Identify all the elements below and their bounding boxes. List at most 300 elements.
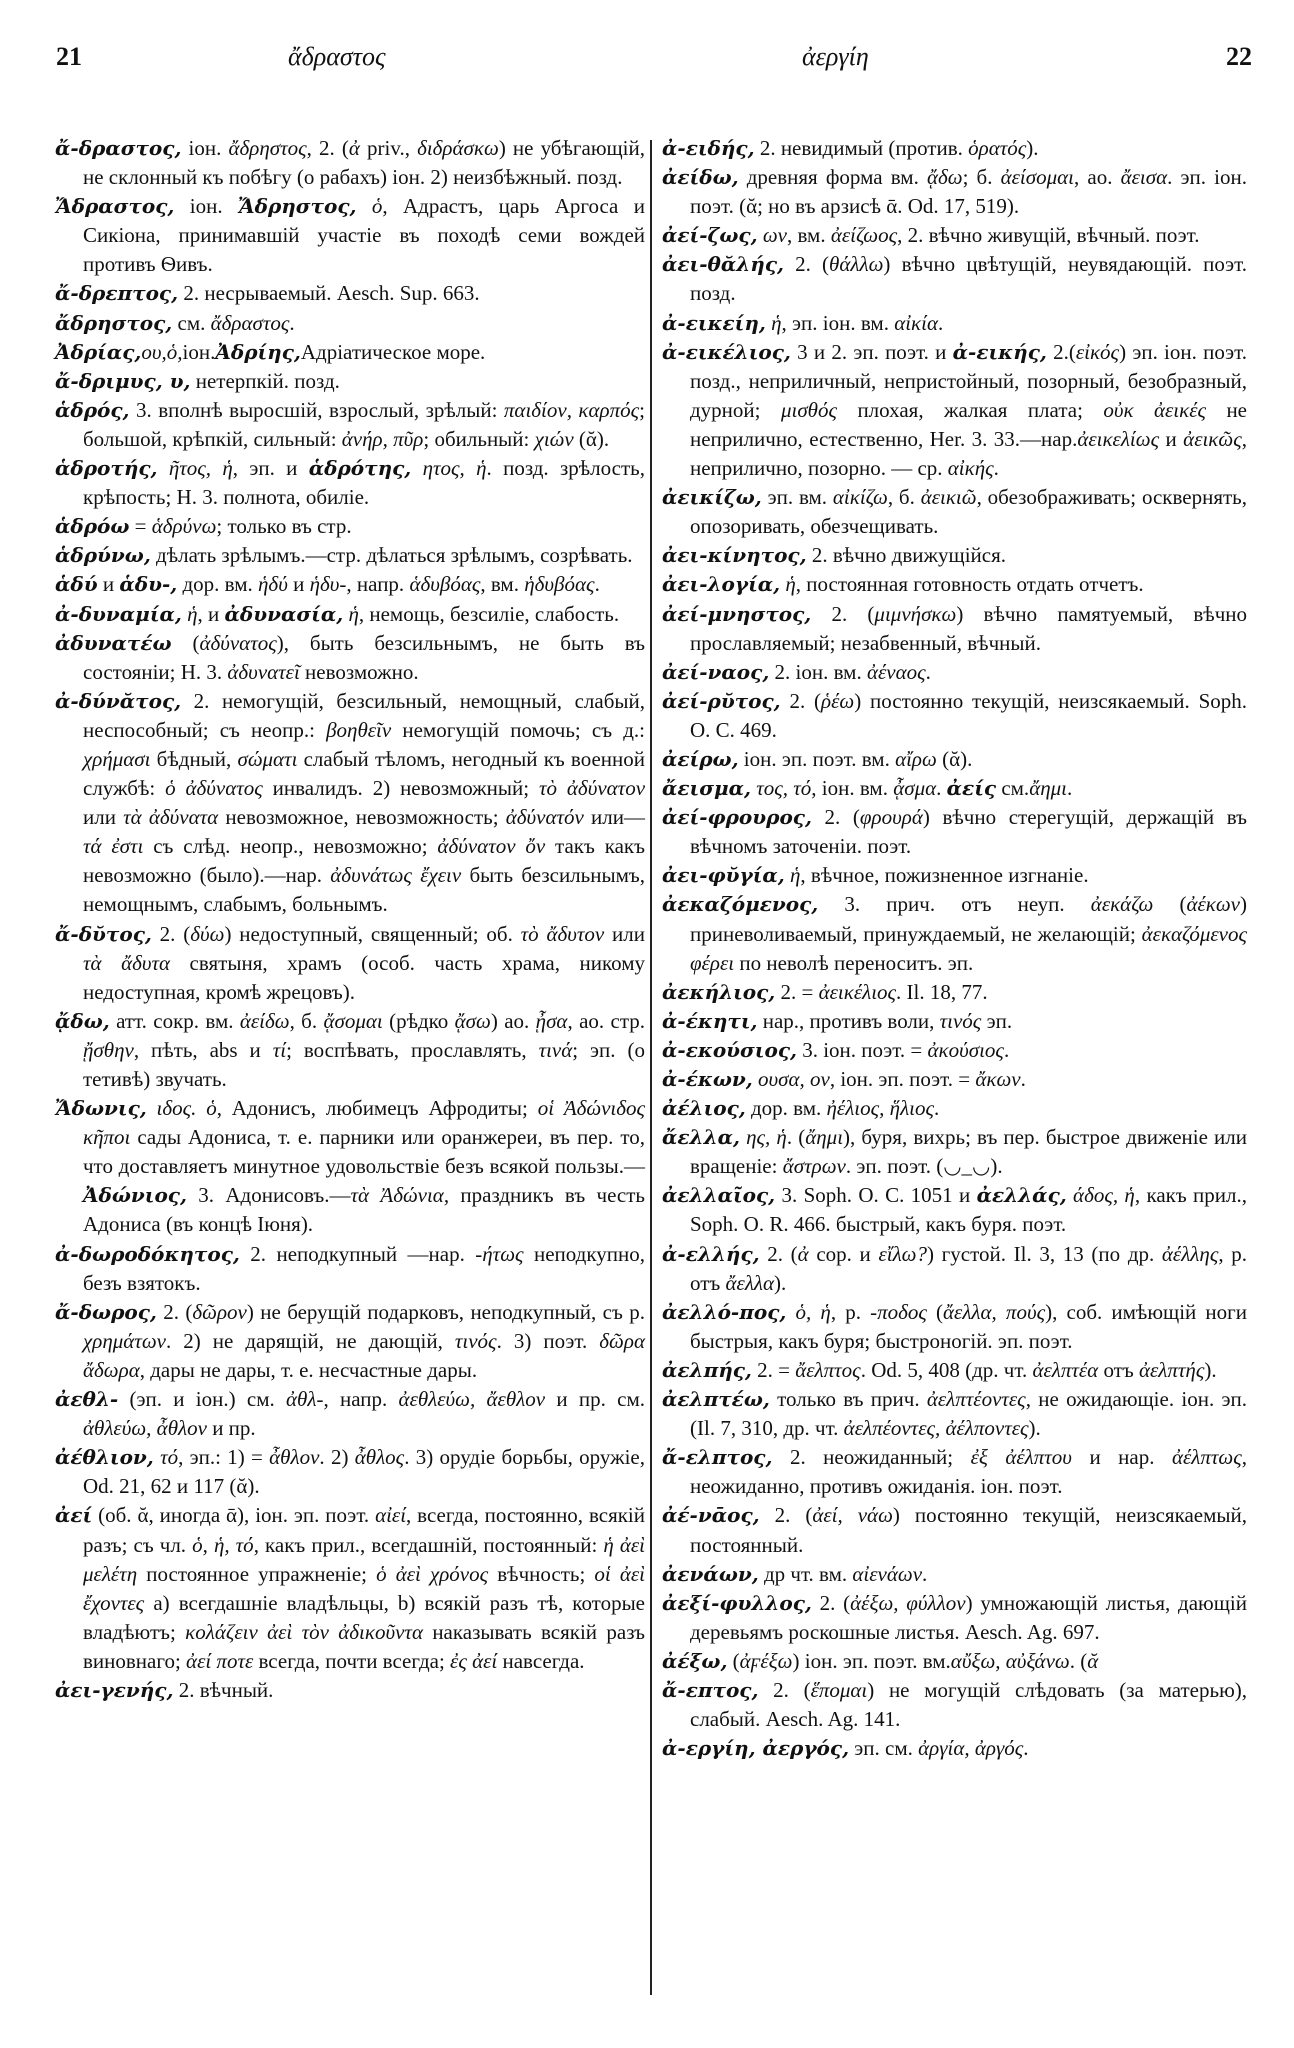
definition-text: 2. вѣчно движущійся. bbox=[806, 543, 1007, 568]
definition-text: 2. неожиданный; bbox=[772, 1445, 971, 1470]
definition-text: , эп.: 1) = bbox=[178, 1445, 270, 1470]
greek-term: ᾄδω bbox=[926, 165, 963, 190]
greek-term: ἀείζωος bbox=[830, 223, 898, 248]
definition-text: , ао. bbox=[1074, 165, 1121, 190]
headword: ἀ-εικέλιος, bbox=[662, 339, 791, 364]
greek-term: κολάζειν ἀεὶ τὸν ἀδικοῦντα bbox=[185, 1619, 423, 1644]
definition-text: и bbox=[287, 572, 310, 597]
headword: ἄ-δραστος, bbox=[55, 136, 182, 160]
greek-term: ἄδρηστος bbox=[228, 136, 307, 160]
definition-text: нар., противъ воли, bbox=[757, 1008, 940, 1033]
definition-text: отъ bbox=[1098, 1357, 1139, 1382]
definition-text: только въ прич. bbox=[769, 1387, 927, 1412]
dictionary-entry bbox=[55, 1298, 645, 1385]
definition-text: іон. bbox=[182, 339, 216, 364]
headword: ἀ-έκητι, bbox=[662, 1008, 758, 1033]
greek-term: τό bbox=[153, 1445, 179, 1470]
definition-text: . Il. 18, 77. bbox=[896, 979, 988, 1004]
greek-term: ἀ bbox=[348, 136, 360, 160]
dictionary-entry bbox=[662, 1589, 1247, 1647]
dictionary-entry bbox=[662, 803, 1247, 861]
definition-text: бѣдный, bbox=[150, 746, 238, 771]
definition-text: др чт. вм. bbox=[758, 1561, 853, 1586]
definition-text: (ᾰ). bbox=[573, 426, 610, 451]
greek-term: τά ἐστι bbox=[83, 834, 144, 859]
greek-term: ἡ bbox=[780, 572, 796, 597]
dictionary-entry bbox=[55, 134, 645, 192]
dictionary-entry bbox=[55, 454, 645, 512]
definition-text: , немощь, безсиліе, слабость. bbox=[358, 601, 620, 626]
dictionary-entry bbox=[662, 221, 1247, 250]
headword: ἀείς bbox=[946, 776, 997, 801]
greek-term: ᾰ bbox=[1087, 1648, 1099, 1673]
greek-term: βοηθεῖν bbox=[326, 717, 392, 742]
definition-text: . 3) поэт. bbox=[496, 1328, 600, 1353]
headword: ἀ-έκων, bbox=[662, 1067, 753, 1091]
definition-text: всегда, почти всегда; bbox=[253, 1648, 451, 1673]
headword: ἁδύ bbox=[55, 572, 98, 597]
definition-text: ; только въ стр. bbox=[216, 514, 352, 539]
definition-text: или— bbox=[583, 805, 645, 830]
greek-term: δῶρον bbox=[192, 1299, 247, 1324]
definition-text: 2. ( bbox=[151, 921, 191, 946]
definition-text: ), буря, вихрь; въ пер. быстрое движеніе или вращеніе: bbox=[690, 1125, 1248, 1179]
greek-term: ᾄσω bbox=[454, 1008, 491, 1033]
definition-text: (рѣдко bbox=[382, 1008, 455, 1033]
right-column bbox=[662, 134, 1247, 1763]
definition-text: атт. сокр. вм. bbox=[109, 1008, 240, 1033]
greek-term: ου,ὁ, bbox=[141, 339, 183, 364]
definition-text: быть безсильнымъ, немощнымъ, слабымъ, больнымъ. bbox=[83, 863, 645, 917]
greek-term: ὁ, ἡ bbox=[786, 1299, 831, 1324]
greek-term: ἄελπτος bbox=[795, 1357, 861, 1382]
right-running-head: ἀεργίη bbox=[802, 42, 869, 71]
definition-text: , дары не дары, т. е. несчастные дары. bbox=[139, 1357, 478, 1382]
definition-text: . bbox=[1003, 1037, 1010, 1062]
greek-term: ἀέλπτως bbox=[1171, 1445, 1242, 1470]
dictionary-entry bbox=[662, 1443, 1247, 1501]
greek-term: ἀκούσιος bbox=[927, 1037, 1004, 1062]
definition-text: , іон. эп. поэт. = bbox=[829, 1067, 976, 1091]
definition-text: , вм. bbox=[480, 572, 525, 597]
dictionary-entry bbox=[662, 338, 1247, 483]
greek-term: ἀελπτής bbox=[1138, 1357, 1205, 1382]
greek-term: τὸ ἄδυτον bbox=[520, 921, 605, 946]
definition-text: ; эп. (о тетивѣ) звучать. bbox=[83, 1037, 645, 1091]
dictionary-entry bbox=[662, 1181, 1247, 1239]
definition-text: неподкупно, безъ взятокъ. bbox=[83, 1241, 645, 1295]
greek-term: ἡδύ bbox=[258, 572, 288, 597]
definition-text: ) не берущій подарковъ, неподкупный, съ р. bbox=[246, 1299, 645, 1324]
definition-text: ) вѣчно стерегущій, держащій въ вѣчномъ заточеніи. поэт. bbox=[690, 805, 1248, 859]
dictionary-entry bbox=[55, 570, 645, 599]
dictionary-entry bbox=[55, 1501, 645, 1676]
definition-text: , Адрастъ, царь Аргоса и Сикіона, принимавшій участіе въ походѣ семи вождей противъ Ѳивъ. bbox=[83, 194, 645, 277]
headword: ἄ-επτος, bbox=[662, 1677, 759, 1702]
definition-text: 2. ( bbox=[783, 252, 830, 277]
definition-text: сор. и bbox=[808, 1241, 879, 1266]
greek-term: ἀθλ- bbox=[286, 1387, 324, 1412]
left-column bbox=[55, 134, 645, 1705]
definition-text: . 2) не дарящій, не дающій, bbox=[165, 1328, 455, 1353]
definition-text: эп. см. bbox=[849, 1736, 919, 1761]
dictionary-entry bbox=[55, 1443, 645, 1501]
headword: ἀ-ελλής, bbox=[662, 1241, 760, 1266]
headword: ἀεξί-φυλλος, bbox=[662, 1590, 812, 1615]
dictionary-entry bbox=[55, 279, 645, 308]
headword: ἁδρότης, bbox=[308, 456, 412, 481]
definition-text: , б. bbox=[289, 1008, 324, 1033]
greek-term: ἀδυνάτως ἔχειν bbox=[330, 863, 462, 888]
definition-text: , не ожидающіе. іон. эп. (Il. 7, 310, др. чт. bbox=[690, 1387, 1247, 1441]
headword: ἀελπής, bbox=[662, 1357, 752, 1382]
definition-text: . bbox=[1067, 776, 1073, 801]
headword: ἀενάων, bbox=[662, 1561, 759, 1586]
definition-text: . bbox=[289, 310, 295, 335]
greek-term: ἀδύνατον ὄν bbox=[437, 834, 546, 859]
headword: ἄ-δωρος, bbox=[55, 1299, 157, 1324]
definition-text: ; большой, крѣпкій, сильный: bbox=[83, 397, 645, 451]
dictionary-entry bbox=[662, 1065, 1247, 1094]
greek-term: ἀείσομαι bbox=[1000, 165, 1075, 190]
headword: ἁδρόω bbox=[55, 514, 130, 539]
definition-text: ) постоянно текущій, неизсякаемый, постоянный. bbox=[690, 1503, 1248, 1557]
definition-text: . позд. зрѣлость, крѣпость; Н. 3. полнота, обиліе. bbox=[83, 456, 646, 510]
greek-term: ἀεικελίως bbox=[1077, 426, 1160, 451]
definition-text: , б. bbox=[887, 485, 921, 510]
greek-term: -ήτως bbox=[475, 1241, 524, 1266]
dictionary-entry bbox=[662, 890, 1247, 977]
definition-text: дѣлать зрѣлымъ.—стр. дѣлаться зрѣлымъ, созрѣвать. bbox=[150, 543, 633, 568]
headword: ἀέθλιον, bbox=[55, 1445, 154, 1470]
definition-text: ; обильный: bbox=[423, 426, 535, 451]
definition-text: 3. Адонисовъ.— bbox=[186, 1183, 351, 1208]
definition-text: и пр. см. bbox=[545, 1387, 645, 1412]
greek-term: ἀελπτέα bbox=[1032, 1357, 1099, 1382]
definition-text: дор. вм. bbox=[745, 1096, 827, 1121]
dictionary-entry bbox=[55, 629, 645, 687]
dictionary-entry bbox=[55, 1385, 645, 1443]
definition-text: , ао. стр. bbox=[567, 1008, 645, 1033]
headword: ἀέλιος, bbox=[662, 1096, 746, 1121]
definition-text: , пѣть, abs и bbox=[133, 1037, 273, 1062]
headword: ἀ-εκούσιος, bbox=[662, 1037, 797, 1062]
greek-term: ουσα, ον bbox=[752, 1067, 830, 1091]
headword: ἄδρηστος, bbox=[55, 310, 173, 335]
greek-term: τὸ ἀδύνατον bbox=[539, 776, 646, 801]
greek-term: ἄδραστος bbox=[210, 310, 290, 335]
definition-text: ) недоступный, священный; об. bbox=[224, 921, 521, 946]
definition-text: . ( bbox=[1069, 1648, 1088, 1673]
greek-term: ἀέκων bbox=[1186, 892, 1240, 917]
greek-term: τὰ Ἀδώνια bbox=[350, 1183, 444, 1208]
definition-text: ). bbox=[1204, 1357, 1217, 1382]
dictionary-entry bbox=[55, 1007, 645, 1094]
definition-text: . ( bbox=[786, 1125, 806, 1150]
definition-text: 2. вѣчный. bbox=[173, 1677, 274, 1702]
headword: ἀεί bbox=[55, 1503, 93, 1528]
definition-text: по неволѣ переноситъ. эп. bbox=[734, 950, 974, 975]
definition-text: . bbox=[936, 776, 947, 801]
headword: ἀ-εικής, bbox=[952, 339, 1047, 364]
greek-term: ἆθλος bbox=[354, 1445, 405, 1470]
greek-term: ῆτος, ἡ bbox=[157, 456, 233, 481]
greek-term: ᾄσομαι bbox=[323, 1008, 383, 1033]
definition-text: постоянное упражненіе; bbox=[137, 1561, 377, 1586]
headword: ἀελπτέω, bbox=[662, 1387, 770, 1412]
headword: ἀεί-φρουρος, bbox=[662, 805, 812, 830]
definition-text: 2. = bbox=[751, 1357, 796, 1382]
greek-term: χρήμασι bbox=[83, 746, 151, 771]
definition-text: , постоянная готовность отдать отчетъ. bbox=[795, 572, 1144, 597]
dictionary-entry bbox=[55, 367, 645, 396]
greek-term: τὰ ἀδύνατα bbox=[123, 805, 219, 830]
greek-term: θάλλω bbox=[829, 252, 884, 277]
greek-term: ἁδυβόας bbox=[409, 572, 481, 597]
greek-term: δύω bbox=[190, 921, 225, 946]
greek-term: ἀελπέοντες, ἀέλποντες bbox=[843, 1416, 1029, 1441]
definition-text: эп. bbox=[981, 1008, 1013, 1033]
greek-term: τινός bbox=[939, 1008, 982, 1033]
column-divider bbox=[650, 140, 652, 1995]
definition-text: съ слѣд. неопр., невозможно; bbox=[143, 834, 438, 859]
greek-term: μισθός bbox=[780, 397, 838, 422]
definition-text: Адріатическое море. bbox=[300, 339, 486, 364]
headword: ἀεθλ- bbox=[55, 1387, 119, 1412]
greek-term: ἡ bbox=[784, 863, 801, 888]
greek-term: ἄελλα bbox=[725, 1270, 775, 1295]
greek-term: ἀ bbox=[797, 1241, 809, 1266]
definition-text: 2. іон. вм. bbox=[769, 659, 867, 684]
greek-term: άδος, ἡ bbox=[1066, 1183, 1135, 1208]
greek-term: τὰ ἄδυτα bbox=[83, 950, 171, 975]
headword: ἄ-ελπτος, bbox=[662, 1445, 773, 1470]
greek-term: -ποδος bbox=[870, 1299, 927, 1324]
greek-term: ἄελλα, πούς bbox=[943, 1299, 1046, 1324]
headword: ἁδυ-, bbox=[119, 572, 178, 597]
definition-text: ). bbox=[774, 1270, 787, 1295]
dictionary-entry bbox=[662, 134, 1247, 163]
definition-text: . bbox=[934, 1096, 940, 1121]
definition-text: , 2. ( bbox=[306, 136, 349, 160]
dictionary-entry bbox=[55, 1676, 645, 1705]
greek-term: ἀδύνατος bbox=[199, 630, 277, 655]
definition-text: ) вѣчно памятуемый, вѣчно прославляемый; незабвенный, вѣчный. bbox=[690, 601, 1247, 655]
dictionary-entry bbox=[662, 861, 1247, 890]
definition-text: древняя форма вм. bbox=[738, 165, 927, 190]
greek-term: ᾔσθην bbox=[83, 1037, 134, 1062]
dictionary-entry bbox=[662, 600, 1247, 658]
dictionary-entry bbox=[662, 687, 1247, 745]
dictionary-entry bbox=[55, 396, 645, 454]
dictionary-entry bbox=[662, 1240, 1247, 1298]
greek-term: ἀδυνατεῖ bbox=[227, 659, 300, 684]
greek-term: ὁ bbox=[356, 194, 383, 219]
definition-text: святыня, храмъ (особ. часть храма, никому недоступная, кромѣ жрецовъ). bbox=[83, 950, 645, 1004]
headword: Ἀδρίης, bbox=[215, 339, 301, 364]
greek-term: οἱ Ἀδώνιδος κῆποι bbox=[83, 1096, 646, 1150]
definition-text: . bbox=[1023, 1736, 1029, 1761]
definition-text: , вм. bbox=[786, 223, 831, 248]
dictionary-entry bbox=[662, 658, 1247, 687]
greek-term: ἡδυβόας bbox=[524, 572, 595, 597]
dictionary-entry bbox=[662, 1356, 1247, 1385]
definition-text: и пр. bbox=[206, 1416, 256, 1441]
headword: ἄεισμα, bbox=[662, 776, 751, 801]
definition-text: или bbox=[604, 921, 646, 946]
headword: ἀδυνασία, bbox=[224, 601, 344, 626]
definition-text: = bbox=[129, 514, 152, 539]
headword: ἀει-γενής, bbox=[55, 1677, 174, 1702]
headword: ἄ-δῠτος, bbox=[55, 921, 152, 946]
headword: Ἄδωνις, bbox=[55, 1096, 147, 1121]
definition-text: и bbox=[1159, 426, 1184, 451]
definition-text: см. bbox=[172, 310, 211, 335]
dictionary-entry bbox=[662, 1385, 1247, 1443]
definition-text: а) всегдашніе владѣльцы, b) всякій разъ тѣ, которые владѣютъ; bbox=[83, 1590, 645, 1644]
greek-term: ἀεικιῶ bbox=[920, 485, 977, 510]
greek-term: δῶρα ἄδωρα bbox=[83, 1328, 645, 1382]
definition-text: . эп. поэт. (◡_◡). bbox=[845, 1154, 1003, 1179]
dictionary-entry bbox=[662, 1007, 1247, 1036]
headword: ἀελλαῖος, bbox=[662, 1183, 776, 1208]
dictionary-entry bbox=[662, 541, 1247, 570]
headword: ἁδρός, bbox=[55, 397, 130, 422]
greek-term: αὔξω, αὐξάνω bbox=[950, 1648, 1070, 1673]
greek-term: ἀεικῶς bbox=[1183, 426, 1242, 451]
definition-text: ) приневоливаемый, принуждаемый, не желающій; bbox=[690, 892, 1247, 946]
definition-text: 3. вполнѣ выросшій, взрослый, зрѣлый: bbox=[129, 397, 504, 422]
greek-term: αἰκίζω bbox=[832, 485, 888, 510]
definition-text: , всегда, постоянно, всякій разъ; съ чл. bbox=[83, 1503, 645, 1557]
greek-term: οἱ ἀεὶ ἔχοντες bbox=[83, 1561, 645, 1615]
greek-term: ἁδρύνω bbox=[151, 514, 217, 539]
definition-text: (ᾰ). bbox=[936, 746, 973, 771]
greek-term: ἄεισα bbox=[1120, 165, 1168, 190]
headword: ἀει-κίνητος, bbox=[662, 543, 807, 568]
definition-text: . 3) орудіе борьбы, оружіе, Od. 21, 62 и 117 (ᾰ). bbox=[83, 1445, 645, 1499]
headword: ἀ-δύνᾰτος, bbox=[55, 688, 182, 713]
definition-text: вѣчность; bbox=[488, 1561, 595, 1586]
definition-text: 2. неподкупный —нар. bbox=[239, 1241, 476, 1266]
greek-term: τος, τό bbox=[750, 776, 812, 801]
dictionary-entry bbox=[55, 512, 645, 541]
definition-text: , неожиданно, противъ ожиданія. іон. поэт. bbox=[690, 1445, 1247, 1499]
greek-term: ἠέλιος, ἥλιος bbox=[826, 1096, 935, 1121]
definition-text: нетерпкій. позд. bbox=[190, 368, 340, 393]
headword: Ἄδραστος, bbox=[55, 194, 175, 219]
greek-term: ἐς ἀεί bbox=[450, 1648, 498, 1673]
definition-text: , 2. вѣчно живущій, вѣчный. поэт. bbox=[897, 223, 1200, 248]
definition-text: такъ какъ невозможно (было).—нар. bbox=[83, 834, 645, 888]
definition-text: сады Адониса, т. е. парники или оранжереи, въ пер. то, что доставляетъ минутное удовольствіе безъ всякой пользы.— bbox=[83, 1125, 645, 1179]
definition-text: , эп. іон. вм. bbox=[781, 310, 895, 335]
greek-term: ὁ ἀδύνατος bbox=[165, 776, 263, 801]
greek-term: ἀέξω, φύλλον bbox=[850, 1590, 966, 1615]
definition-text: 2. ( bbox=[811, 601, 875, 626]
definition-text: ) густой. Il. 3, 13 (по др. bbox=[927, 1241, 1162, 1266]
greek-term: ἀεί, νάω bbox=[812, 1503, 893, 1528]
dictionary-entry bbox=[55, 1094, 645, 1239]
definition-text: . bbox=[993, 456, 999, 481]
definition-text: , праздникъ въ честь Адониса (въ концѣ Іюня). bbox=[83, 1183, 645, 1237]
definition-text: , напр. bbox=[346, 572, 410, 597]
headword: ἀει-λογία, bbox=[662, 572, 781, 597]
definition-text: . эп. іон. поэт. (ᾰ; но въ арзисѣ ᾱ. Od. 17, 519). bbox=[690, 165, 1247, 219]
definition-text: ( bbox=[727, 1648, 740, 1673]
definition-text: (эп. и іон.) см. bbox=[118, 1387, 287, 1412]
definition-text: 2. ( bbox=[759, 1241, 798, 1266]
headword: ἁδρύνω, bbox=[55, 543, 151, 568]
definition-text: ) не убѣгающій, не склонный къ побѣгу (о рабахъ) іон. 2) неизбѣжный. позд. bbox=[83, 136, 646, 190]
dictionary-entry bbox=[662, 1676, 1247, 1734]
right-page-number: 22 bbox=[1226, 42, 1252, 71]
definition-text: , обезображивать; осквернять, опозоривать, обезчещивать. bbox=[690, 485, 1248, 539]
definition-text: ) ао. bbox=[490, 1008, 536, 1033]
headword: ἀει-θᾰλής, bbox=[662, 252, 784, 277]
greek-term: ἀργία, ἀργός bbox=[918, 1736, 1024, 1761]
greek-term: ἡδυ- bbox=[309, 572, 347, 597]
headword: ἀει-φῠγία, bbox=[662, 863, 785, 888]
definition-text: 3. прич. отъ неуп. bbox=[818, 892, 1091, 917]
headword: ἀδυνατέω bbox=[55, 630, 172, 655]
greek-term: ἄκων bbox=[975, 1067, 1021, 1091]
greek-term: ἆθλον bbox=[269, 1445, 320, 1470]
greek-term: ιδος. ὁ bbox=[146, 1096, 217, 1121]
greek-term: σώματι bbox=[237, 746, 298, 771]
headword: ἀεί-ναος, bbox=[662, 659, 770, 684]
greek-term: τινός bbox=[454, 1328, 497, 1353]
definition-text: 2.( bbox=[1046, 339, 1076, 364]
definition-text: іон. эп. поэт. вм. bbox=[738, 746, 896, 771]
headword: ἀ-εικείη, bbox=[662, 310, 766, 335]
dictionary-entry bbox=[662, 483, 1247, 541]
greek-term: ἀδύνατόν bbox=[505, 805, 584, 830]
left-running-head: ἄδραστος bbox=[288, 42, 386, 71]
headword: Ἀδρίας, bbox=[55, 339, 142, 364]
definition-text: . bbox=[938, 310, 944, 335]
greek-term: μιμνήσκω bbox=[874, 601, 957, 626]
definition-text: ( bbox=[171, 630, 200, 655]
dictionary-entry bbox=[662, 570, 1247, 599]
greek-term: παιδίον, καρπός bbox=[503, 397, 640, 422]
definition-text: и нар. bbox=[1071, 1445, 1172, 1470]
greek-term: ἀεθλεύω, ἄεθλον bbox=[398, 1387, 546, 1412]
greek-term: ᾆσμα bbox=[893, 776, 937, 801]
greek-term: τινά bbox=[538, 1037, 573, 1062]
definition-text: ) не могущій слѣдовать (за матерью), слабый. Aesch. Ag. 141. bbox=[690, 1677, 1247, 1732]
definition-text: . bbox=[922, 1561, 928, 1586]
definition-text: 2. несрываемый. Aesch. Sup. 663. bbox=[178, 281, 480, 306]
definition-text: 3. іон. поэт. = bbox=[796, 1037, 928, 1062]
headword: Ἄδρηστος, bbox=[237, 194, 357, 219]
headword: ἄελλα, bbox=[662, 1125, 740, 1150]
greek-term: φρουρά bbox=[859, 805, 923, 830]
greek-term: ἀέλλης bbox=[1161, 1241, 1219, 1266]
greek-term: αἰεί bbox=[375, 1503, 407, 1528]
dictionary-entry bbox=[662, 1501, 1247, 1559]
greek-term: ἀεκαζόμενος φέρει bbox=[690, 921, 1247, 975]
definition-text: , какъ прил., Soph. O. R. 466. быстрый, какъ буря. поэт. bbox=[690, 1183, 1247, 1237]
definition-text: инвалидъ. 2) невозможный; bbox=[262, 776, 539, 801]
dictionary-entry bbox=[662, 1094, 1247, 1123]
headword: ἀεικίζω, bbox=[662, 485, 762, 510]
left-page-number: 21 bbox=[56, 42, 82, 71]
definition-text: , эп. и bbox=[232, 456, 309, 481]
definition-text: . bbox=[594, 572, 600, 597]
greek-term: ἀεκάζω bbox=[1090, 892, 1154, 917]
greek-term: ἀϝέξω bbox=[739, 1648, 793, 1673]
